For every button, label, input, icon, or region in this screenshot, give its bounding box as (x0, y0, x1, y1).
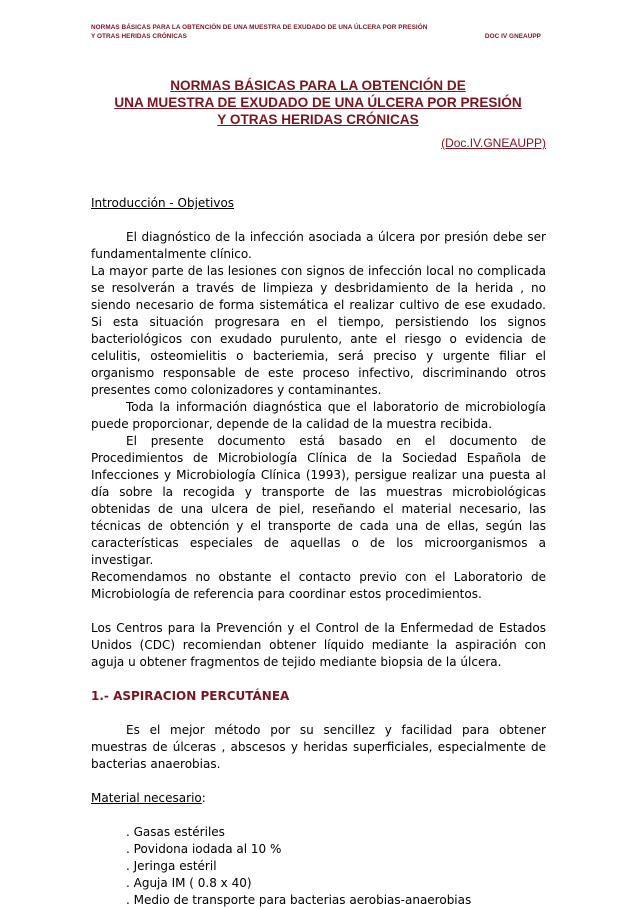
header-doc-code: DOC IV GNEAUPP (484, 33, 541, 40)
running-header (91, 23, 541, 41)
document-reference: (Doc.IV.GNEAUPP) (441, 136, 546, 150)
material-colon: : (201, 791, 206, 805)
intro-paragraph-5: Recomendamos no obstante el contacto previo con el Laboratorio de Microbiología de referencia para coordinar estos procedimientos. (91, 570, 546, 601)
intro-paragraph-3: Toda la información diagnóstica que el laboratorio de microbiología puede proporcionar, depende de la calidad de la muestra recibida. (91, 400, 546, 431)
intro-paragraph-1: El diagnóstico de la infección asociada a úlcera por presión debe ser fundamentalmente clínico. (91, 230, 546, 261)
title-line-3: Y OTRAS HERIDAS CRÓNICAS (217, 112, 419, 127)
header-line-1: NORMAS BÁSICAS PARA LA OBTENCIÓN DE UNA MUESTRA DE EXUDADO DE UNA ÚLCERA POR PRESIÓN (91, 24, 428, 31)
list-item: . Aguja IM ( 0.8 x 40) (126, 876, 252, 890)
document-title (91, 77, 545, 128)
material-label: Material necesario (91, 791, 202, 805)
title-line-2: UNA MUESTRA DE EXUDADO DE UNA ÚLCERA POR PRESIÓN (114, 95, 522, 110)
document-body (91, 195, 546, 909)
list-item: . Povidona iodada al 10 % (126, 842, 282, 856)
section-1-paragraph: Es el mejor método por su sencillez y facilidad para obtener muestras de úlceras , abscesos y heridas superficiales, especialmente de bacterias anaerobias. (91, 723, 546, 771)
intro-paragraph-4: El presente documento está basado en el documento de Procedimientos de Microbiología Clínica de la Sociedad Española de Infecciones y Microbiología Clínica (1993), persigue realizar una puesta al día sobre la recogida y transporte de las muestras microbiológicas obtenidas de una ulcera de piel, reseñando el material necesario, las técnicas de obtención y el transporte de cada una de ellas, según las características especiales de aquellas o de los microorganismos a investigar. (91, 434, 546, 567)
list-item: . Medio de transporte para bacterias aerobias-anaerobias (126, 893, 472, 907)
intro-paragraph-6: Los Centros para la Prevención y el Control de la Enfermedad de Estados Unidos (CDC) recomiendan obtener líquido mediante la aspiración con aguja u obtener fragmentos de tejido mediante biopsia de la úlcera. (91, 621, 546, 669)
section-1-heading: 1.- ASPIRACION PERCUTÁNEA (91, 689, 290, 703)
list-item: . Gasas estériles (126, 825, 225, 839)
header-line-2: Y OTRAS HERIDAS CRÓNICAS (91, 33, 187, 40)
material-heading (91, 790, 546, 807)
list-item: . Jeringa estéril (126, 859, 217, 873)
intro-heading: Introducción - Objetivos (91, 196, 235, 210)
intro-paragraph-2: La mayor parte de las lesiones con signos de infección local no complicada se resolverán a través de limpieza y desbridamiento de la herida , no siendo necesario de forma sistemática el realizar cultivo de ese exudado. Si esta situación progresara en el tiempo, persistiendo los signos bacteriológicos con exudado purulento, ante el riesgo o evidencia de celulitis, osteomielitis o bacteriemia, será preciso y urgente filiar el organismo responsable de este proceso infectivo, discriminando otros presentes como colonizadores y contaminantes. (91, 264, 546, 397)
material-list (91, 824, 546, 909)
title-line-1: NORMAS BÁSICAS PARA LA OBTENCIÓN DE (170, 78, 466, 93)
